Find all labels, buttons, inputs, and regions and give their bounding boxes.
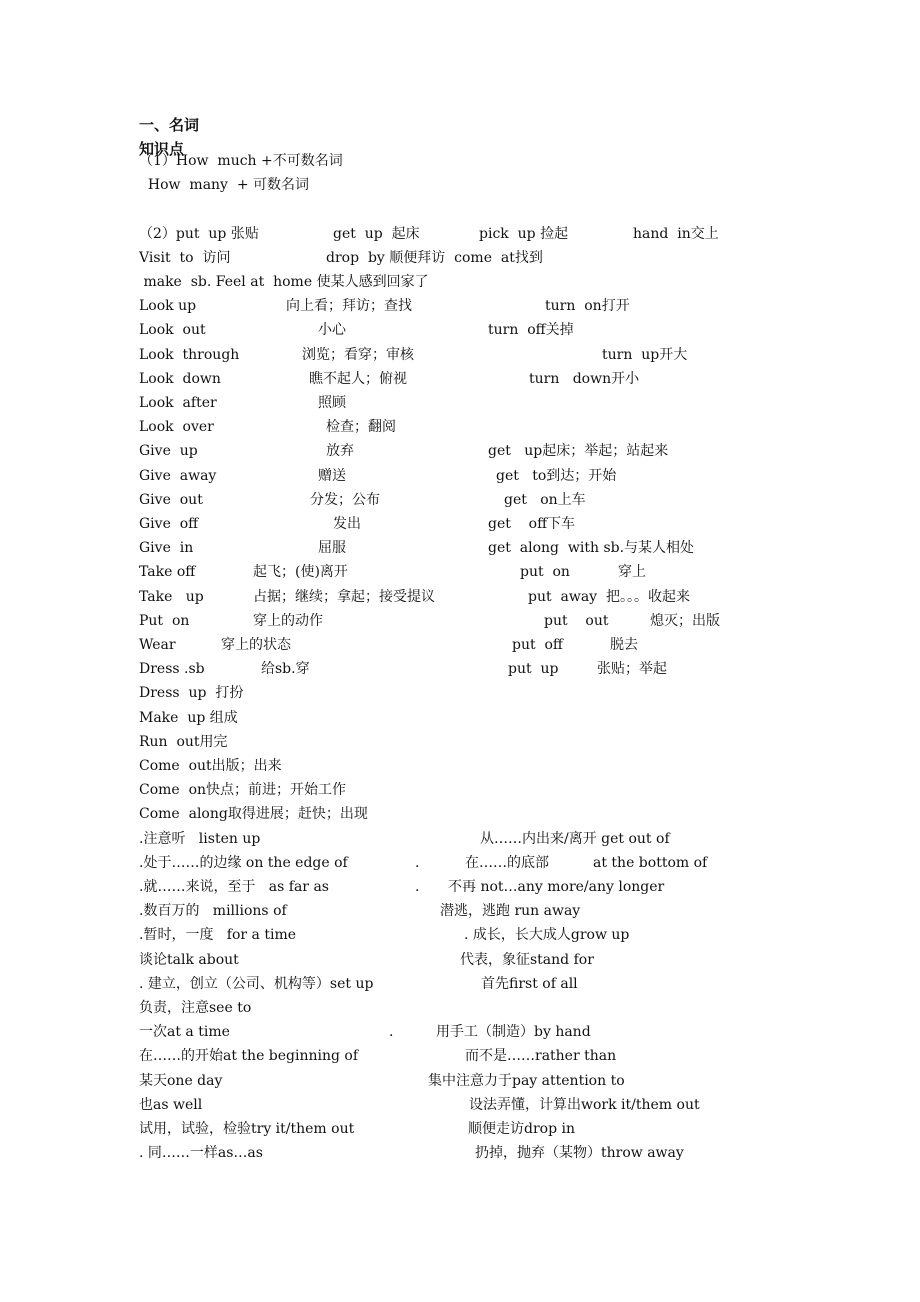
text-line [0, 489, 920, 511]
text-line [0, 247, 920, 269]
phrase-text: 分发；公布 [310, 491, 380, 508]
text-line [0, 295, 920, 317]
phrase-text: turn up开大 [602, 346, 688, 363]
phrase-text: 一次at a time [139, 1024, 230, 1041]
phrase-text: 设法弄懂，计算出work it/them out [469, 1096, 700, 1113]
phrase-text: 首先first of all [481, 975, 578, 992]
phrase-text: Put on [139, 612, 190, 629]
phrase-text: 穿上的状态 [221, 637, 291, 653]
text-line [0, 319, 920, 341]
text-line [0, 198, 920, 220]
phrase-text: turn on打开 [545, 298, 630, 315]
text-line [0, 731, 920, 753]
text-line [0, 1094, 920, 1116]
phrase-text: 负责，注意see to [139, 1000, 252, 1016]
phrase-text: get up起床；举起；站起来 [488, 443, 669, 460]
phrase-text: get to到达；开始 [496, 467, 617, 484]
phrase-text: Look after [139, 395, 217, 411]
phrase-text: （1）How much +不可数名词 [139, 153, 343, 169]
phrase-text: . 建立，创立（公司、机构等）set up [139, 975, 374, 992]
phrase-text: .暂时，一度 for a time [139, 927, 297, 944]
phrase-text: Come on快点；前进；开始工作 [139, 782, 347, 799]
phrase-text: turn down开小 [529, 370, 640, 387]
phrase-text: 用手工（制造）by hand [436, 1024, 591, 1041]
text-line [0, 949, 920, 971]
text-line [0, 1045, 920, 1067]
phrase-text: 给sb.穿 [261, 661, 310, 678]
text-line [0, 465, 920, 487]
phrase-text: 试用，试验，检验try it/them out [139, 1121, 355, 1137]
phrase-text: 脱去 [610, 637, 638, 653]
phrase-text: （2）put up 张贴 [139, 225, 259, 242]
text-line [0, 997, 920, 1019]
phrase-text: Look over [139, 419, 214, 436]
text-line [0, 658, 920, 680]
text-line [0, 392, 920, 414]
text-line [0, 1142, 920, 1164]
phrase-text: Make up 组成 [139, 709, 238, 726]
phrase-text: Give up [139, 443, 198, 460]
phrase-text: 赠送 [318, 467, 346, 484]
phrase-text: 占据；继续；拿起；接受提议 [253, 588, 435, 605]
phrase-text: 小心 [318, 322, 346, 339]
phrase-text: 在……的开始at the beginning of [139, 1048, 359, 1065]
text-line [0, 1021, 920, 1043]
phrase-text: 潜逃，逃跑 run away [440, 903, 581, 920]
phrase-text: . 同……一样as…as [139, 1145, 263, 1162]
phrase-text: Look through [139, 346, 240, 363]
phrase-text: 从……内出来/离开 get out of [480, 830, 670, 847]
phrase-text: 张贴；举起 [597, 661, 667, 678]
phrase-text: Look out [139, 322, 206, 339]
subsection-title: 知识点 [139, 140, 185, 158]
text-line [0, 1070, 920, 1092]
phrase-text: 在……的底部 [465, 854, 549, 871]
phrase-text: 浏览；看穿；审核 [302, 346, 414, 363]
phrase-text: hand in交上 [633, 225, 719, 242]
phrase-text: get up 起床 [333, 225, 420, 242]
text-line [0, 707, 920, 729]
text-line [0, 586, 920, 608]
phrase-text: Look down [139, 370, 221, 387]
phrase-text: . [389, 1024, 394, 1041]
phrase-text: Look up [139, 298, 197, 315]
text-line [0, 440, 920, 462]
phrase-text: 也as well [139, 1096, 203, 1113]
phrase-text: 顺便走访drop in [468, 1121, 575, 1137]
phrase-text: drop by 顺便拜访 come at找到 [326, 249, 543, 266]
phrase-text: Run out用完 [139, 733, 228, 750]
phrase-text: put away 把。。。收起来 [528, 588, 690, 605]
phrase-text: 熄灭；出版 [650, 612, 720, 629]
phrase-text: . [415, 854, 420, 871]
phrase-text: Dress up 打扮 [139, 685, 244, 702]
phrase-text: get on上车 [504, 491, 586, 508]
phrase-text: put off [512, 637, 563, 653]
phrase-text: . [415, 879, 420, 895]
text-line [0, 803, 920, 825]
text-line [0, 779, 920, 801]
phrase-text: 某天one day [139, 1072, 223, 1089]
phrase-text: 而不是……rather than [465, 1048, 617, 1065]
text-line [0, 174, 920, 196]
text-line [0, 1118, 920, 1140]
text-line [0, 271, 920, 293]
phrase-text: Dress .sb [139, 661, 205, 678]
phrase-text: turn off关掉 [488, 322, 574, 339]
text-line [0, 900, 920, 922]
phrase-text: .处于……的边缘 on the edge of [139, 854, 348, 871]
text-line [0, 973, 920, 995]
phrase-text: get off下车 [488, 516, 576, 532]
phrase-text: Give away [139, 467, 217, 484]
text-line [0, 610, 920, 632]
phrase-text: How many + 可数名词 [139, 177, 310, 194]
phrase-text: 发出 [333, 516, 361, 532]
phrase-text: Visit to 访问 [139, 249, 231, 266]
text-line [0, 755, 920, 777]
phrase-text: 检查；翻阅 [326, 419, 396, 436]
phrase-text: Give out [139, 491, 203, 508]
text-line [0, 537, 920, 559]
phrase-text: put up [508, 661, 559, 678]
phrase-text: Come out出版；出来 [139, 758, 282, 774]
phrase-text: 集中注意力于pay attention to [428, 1072, 625, 1089]
phrase-text: .注意听 listen up [139, 830, 261, 847]
phrase-text: put on [520, 564, 570, 581]
section-title: 一、名词 [139, 116, 200, 134]
text-line [0, 561, 920, 583]
text-line [0, 223, 920, 245]
phrase-text: .数百万的 millions of [139, 903, 287, 920]
text-line [0, 876, 920, 898]
phrase-text: make sb. Feel at home 使某人感到回家了 [139, 274, 429, 290]
text-line [0, 344, 920, 366]
text-line [0, 828, 920, 850]
phrase-text: 不再 not…any more/any longer [448, 879, 665, 895]
text-line [0, 634, 920, 656]
phrase-text: 照顾 [318, 395, 346, 411]
phrase-text: 谈论talk about [139, 951, 239, 968]
phrase-text: Wear [139, 637, 176, 653]
phrase-text: Come along取得进展；赶快；出现 [139, 806, 368, 823]
phrase-text: 放弃 [326, 443, 354, 460]
phrase-text: 代表，象征stand for [460, 951, 594, 968]
phrase-text: 扔掉，抛弃（某物）throw away [475, 1145, 684, 1162]
phrase-text: at the bottom of [593, 854, 708, 871]
text-line [0, 150, 920, 172]
phrase-text: 瞧不起人；俯视 [309, 370, 407, 387]
text-line [0, 924, 920, 946]
text-line [0, 852, 920, 874]
phrase-text: pick up 捡起 [479, 225, 569, 242]
text-line [0, 368, 920, 390]
phrase-text: 起飞；(使)离开 [253, 564, 348, 581]
phrase-text: put out [544, 612, 609, 629]
phrase-text: 向上看；拜访；查找 [286, 298, 412, 315]
phrase-text: Give off [139, 516, 199, 532]
phrase-text: Take up [139, 588, 204, 605]
phrase-text: Give in [139, 540, 194, 557]
phrase-text: 穿上的动作 [253, 612, 323, 629]
phrase-text: Take off [139, 564, 196, 581]
text-line [0, 416, 920, 438]
phrase-text: get along with sb.与某人相处 [488, 540, 695, 557]
text-line [0, 513, 920, 535]
text-line [0, 682, 920, 704]
phrase-text: . 成长，长大成人grow up [464, 927, 630, 944]
phrase-text: 穿上 [618, 564, 646, 581]
phrase-text: 屈服 [318, 540, 346, 557]
phrase-text: .就……来说，至于 as far as [139, 879, 329, 895]
